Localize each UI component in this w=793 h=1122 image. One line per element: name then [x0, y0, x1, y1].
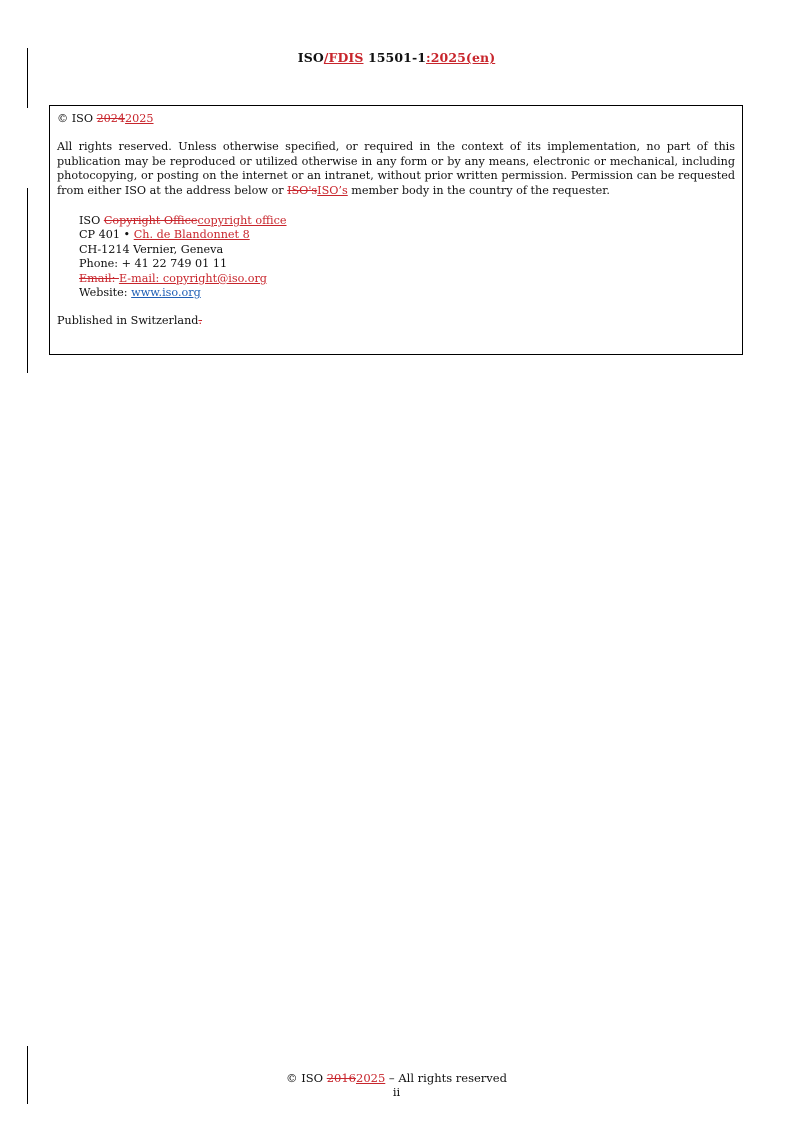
address-inserted-street: Ch. de Blandonnet 8: [133, 228, 250, 242]
rights-text-part1: All rights reserved. Unless otherwise specified, or required in the context of its implementation, no part of this publication may be reproduced or utilized otherwise in any form or by any means, electronic or mechanical, including photocopying, or posting on the internet or an intranet, without prior written permission. Permission can be requested from either ISO at the address below or: [57, 140, 735, 197]
rights-inserted-text: ISO’s: [317, 183, 348, 197]
published-line: [57, 314, 735, 328]
page-header: [0, 50, 793, 65]
change-bar-middle: [27, 188, 28, 373]
header-number: 15501-1: [363, 50, 427, 65]
address-cp: CP 401 •: [79, 228, 134, 242]
website-label: Website:: [79, 286, 132, 300]
address-deleted-email: Email:: [79, 271, 119, 285]
address-iso: ISO: [79, 214, 104, 228]
page-footer: [0, 1071, 793, 1099]
address-inserted-office: copyright office: [197, 214, 287, 228]
copyright-prefix: © ISO: [57, 112, 97, 125]
address-email: [79, 272, 735, 286]
header-inserted-stage: /FDIS: [323, 50, 364, 65]
address-office: [79, 214, 735, 228]
published-text: Published in Switzerland: [57, 314, 199, 328]
footer-copyright: [0, 1071, 793, 1085]
copyright-inserted-year: 2025: [125, 112, 154, 125]
page-number: ii: [392, 1085, 401, 1099]
footer-deleted-year: 2016: [326, 1071, 356, 1085]
footer-copy-prefix: © ISO: [286, 1071, 327, 1085]
copyright-box: [49, 105, 743, 355]
address-city: CH-1214 Vernier, Geneva: [79, 242, 224, 256]
footer-rights: – All rights reserved: [385, 1071, 507, 1085]
copyright-line: [57, 112, 735, 126]
address-inserted-email[interactable]: E-mail: copyright@iso.org: [118, 271, 267, 285]
address-block: [57, 214, 735, 300]
header-inserted-year: :2025(en): [426, 50, 496, 65]
address-deleted-office: Copyright Office: [103, 214, 198, 228]
copyright-deleted-year: 2024: [96, 112, 126, 125]
header-prefix: ISO: [297, 50, 324, 65]
footer-inserted-year: 2025: [356, 1071, 386, 1085]
website-link[interactable]: www.iso.org: [131, 286, 201, 300]
rights-deleted-text: ISO's: [287, 183, 318, 197]
address-website: [79, 286, 735, 300]
published-deleted-period: .: [198, 314, 203, 328]
rights-paragraph: [57, 140, 735, 198]
address-phone: Phone: + 41 22 749 01 11: [79, 257, 228, 271]
rights-text-part2: member body in the country of the requester.: [347, 183, 610, 197]
address-street: [79, 228, 735, 242]
